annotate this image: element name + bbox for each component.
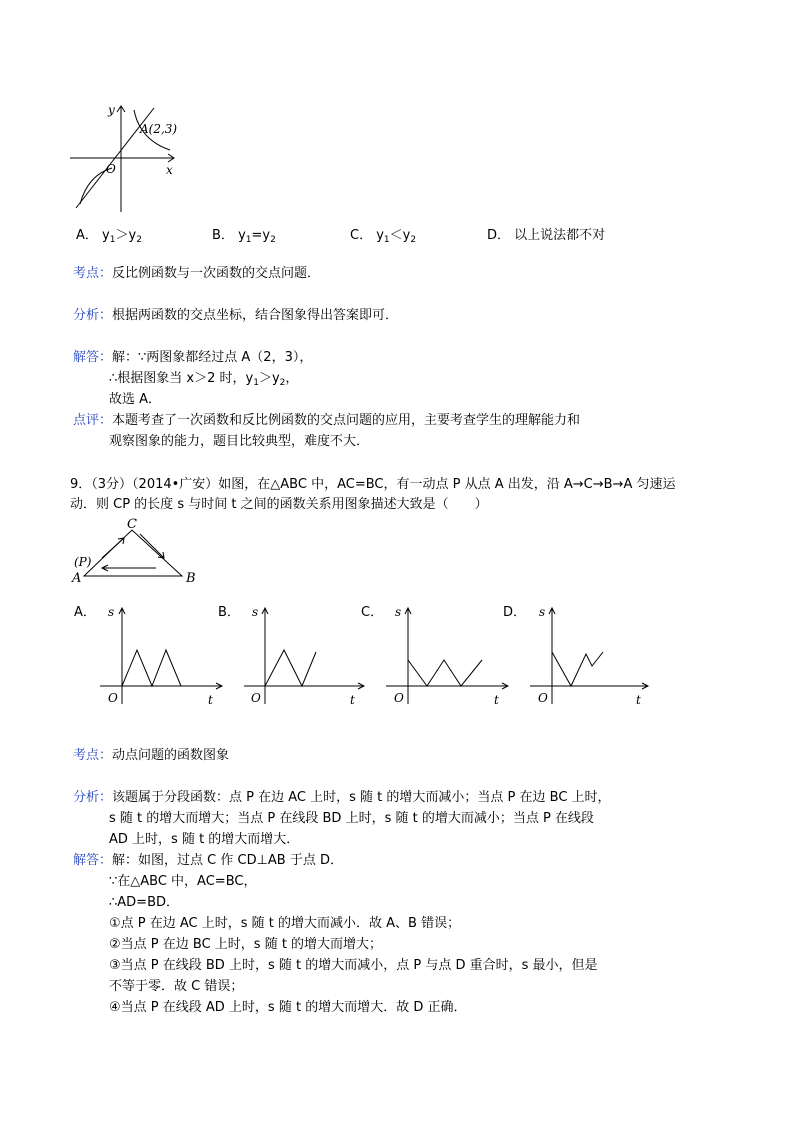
q9-vertex-b-label: B (186, 571, 196, 586)
q9-option-c-graph[interactable] (384, 600, 514, 710)
q9-a-curve (122, 650, 181, 686)
q9-d-curve (552, 652, 603, 686)
q8-y-label: y (108, 103, 115, 117)
q8-kaodian-text: 反比例函数与一次函数的交点问题． (112, 266, 321, 281)
q9-b-origin-label: O (251, 691, 261, 705)
q9-a-origin-label: O (108, 691, 118, 705)
q9-kaodian (73, 746, 229, 766)
q9-option-d-letter[interactable]: D． (503, 605, 527, 620)
q9-jieda-line-1: 解答：解：如图，过点 C 作 CD⊥AB 于点 D． (73, 853, 343, 868)
q9-arrow-c-to-b (140, 534, 164, 558)
q9-jieda-line-8: ④当点 P 在线段 AD 上时，s 随 t 的增大而增大．故 D 正确． (109, 1000, 467, 1015)
q9-d-t-label: t (636, 693, 641, 707)
q8-fenxi-label: 分析： (73, 308, 113, 323)
q8-option-b[interactable]: B． $y_1=y_2$ (212, 228, 276, 245)
q8-dianping-line-2: 观察图象的能力，题目比较典型，难度不大． (109, 434, 370, 449)
q9-b-s-label: s (252, 605, 259, 619)
q9-vertex-a-label: A (72, 571, 82, 586)
q8-origin-label: O (106, 162, 116, 176)
q9-option-a-letter[interactable]: A． (74, 605, 96, 620)
q9-fenxi-line-2: s 随 t 的增大而增大；当点 P 在线段 BD 上时，s 随 t 的增大而减小；当点 P 在线段 (109, 811, 594, 826)
q9-d-origin-label: O (538, 691, 548, 705)
q8-option-a[interactable]: A． $y_1>y_2$ (76, 228, 142, 245)
q8-fenxi (73, 306, 398, 326)
q9-stem-line-2: 动．则 CP 的长度 s 与时间 t 之间的函数关系用图象描述大致是（ ） (70, 497, 488, 512)
q9-jieda-label: 解答： (73, 853, 113, 868)
q8-function-figure (68, 100, 183, 215)
q8-x-label: x (166, 163, 173, 177)
q9-jieda-line-6: ③当点 P 在线段 BD 上时，s 随 t 的增大而减小，点 P 与点 D 重合时，s 最小，但是 (109, 958, 598, 973)
q9-point-p-label: (P) (74, 555, 92, 569)
q8-option-c[interactable]: C． $y_1<y_2$ (350, 228, 417, 245)
q9-b-curve (265, 650, 316, 686)
q9-c-curve (408, 660, 482, 686)
q9-kaodian-text: 动点问题的函数图象 (112, 748, 230, 763)
q8-dianping-line-1: 点评：本题考查了一次函数和反比例函数的交点问题的应用，主要考查学生的理解能力和 (73, 413, 581, 428)
q8-jieda-label: 解答： (73, 350, 113, 365)
q9-c-origin-label: O (394, 691, 404, 705)
q9-jieda-line-5: ②当点 P 在边 BC 上时，s 随 t 的增大而增大； (109, 937, 383, 952)
q9-jieda-line-7: 不等于零．故 C 错误； (109, 979, 244, 994)
q9-c-s-label: s (395, 605, 402, 619)
q8-jieda-line-2: ∴根据图象当 x＞2 时，$y_1>y_2$， (109, 371, 299, 388)
q9-a-t-label: t (208, 693, 213, 707)
q9-option-a-graph[interactable] (96, 600, 226, 710)
q9-d-s-label: s (539, 605, 546, 619)
q9-fenxi-line-1: 分析：该题属于分段函数：点 P 在边 AC 上时，s 随 t 的增大而减小；当点 P 在边 BC 上时， (73, 790, 611, 805)
q8-jieda-line-1: 解答：解：∵两图象都经过点 A（2，3）， (73, 350, 313, 365)
q9-option-c-letter[interactable]: C． (361, 605, 384, 620)
q8-kaodian (73, 264, 320, 284)
q8-dianping-label: 点评： (73, 413, 113, 428)
q9-vertex-c-label: C (127, 518, 137, 532)
q9-fenxi-label: 分析： (73, 790, 113, 805)
q8-jieda-line-3: 故选 A． (109, 392, 162, 407)
q9-jieda-line-2: ∵在△ABC 中，AC=BC， (109, 874, 257, 889)
q9-arrow-a-to-c (102, 538, 124, 558)
q8-point-a-label: A(2,3) (140, 122, 178, 136)
q9-c-t-label: t (494, 693, 499, 707)
q9-stem-line-1: 9．（3分）（2014•广安）如图，在△ABC 中，AC=BC，有一动点 P 从点 A 出发，沿 A→C→B→A 匀速运 (70, 477, 676, 492)
q9-jieda-line-4: ①点 P 在边 AC 上时，s 随 t 的增大而减小．故 A、B 错误； (109, 916, 461, 931)
q9-triangle-abc (84, 530, 182, 576)
q8-fenxi-text: 根据两函数的交点坐标，结合图象得出答案即可． (112, 308, 399, 323)
q9-option-b-letter[interactable]: B． (218, 605, 240, 620)
q9-jieda-line-3: ∴AD=BD． (109, 895, 179, 910)
q8-option-d[interactable]: D． 以上说法都不对 (487, 228, 606, 243)
q9-option-d-graph[interactable] (528, 600, 658, 710)
q9-kaodian-label: 考点： (73, 748, 113, 763)
q9-option-b-graph[interactable] (240, 600, 370, 710)
q8-kaodian-label: 考点： (73, 266, 113, 281)
q9-fenxi-line-3: AD 上时，s 随 t 的增大而增大． (109, 832, 300, 847)
q9-triangle-figure (68, 518, 208, 588)
q9-b-t-label: t (350, 693, 355, 707)
q9-a-s-label: s (108, 605, 115, 619)
